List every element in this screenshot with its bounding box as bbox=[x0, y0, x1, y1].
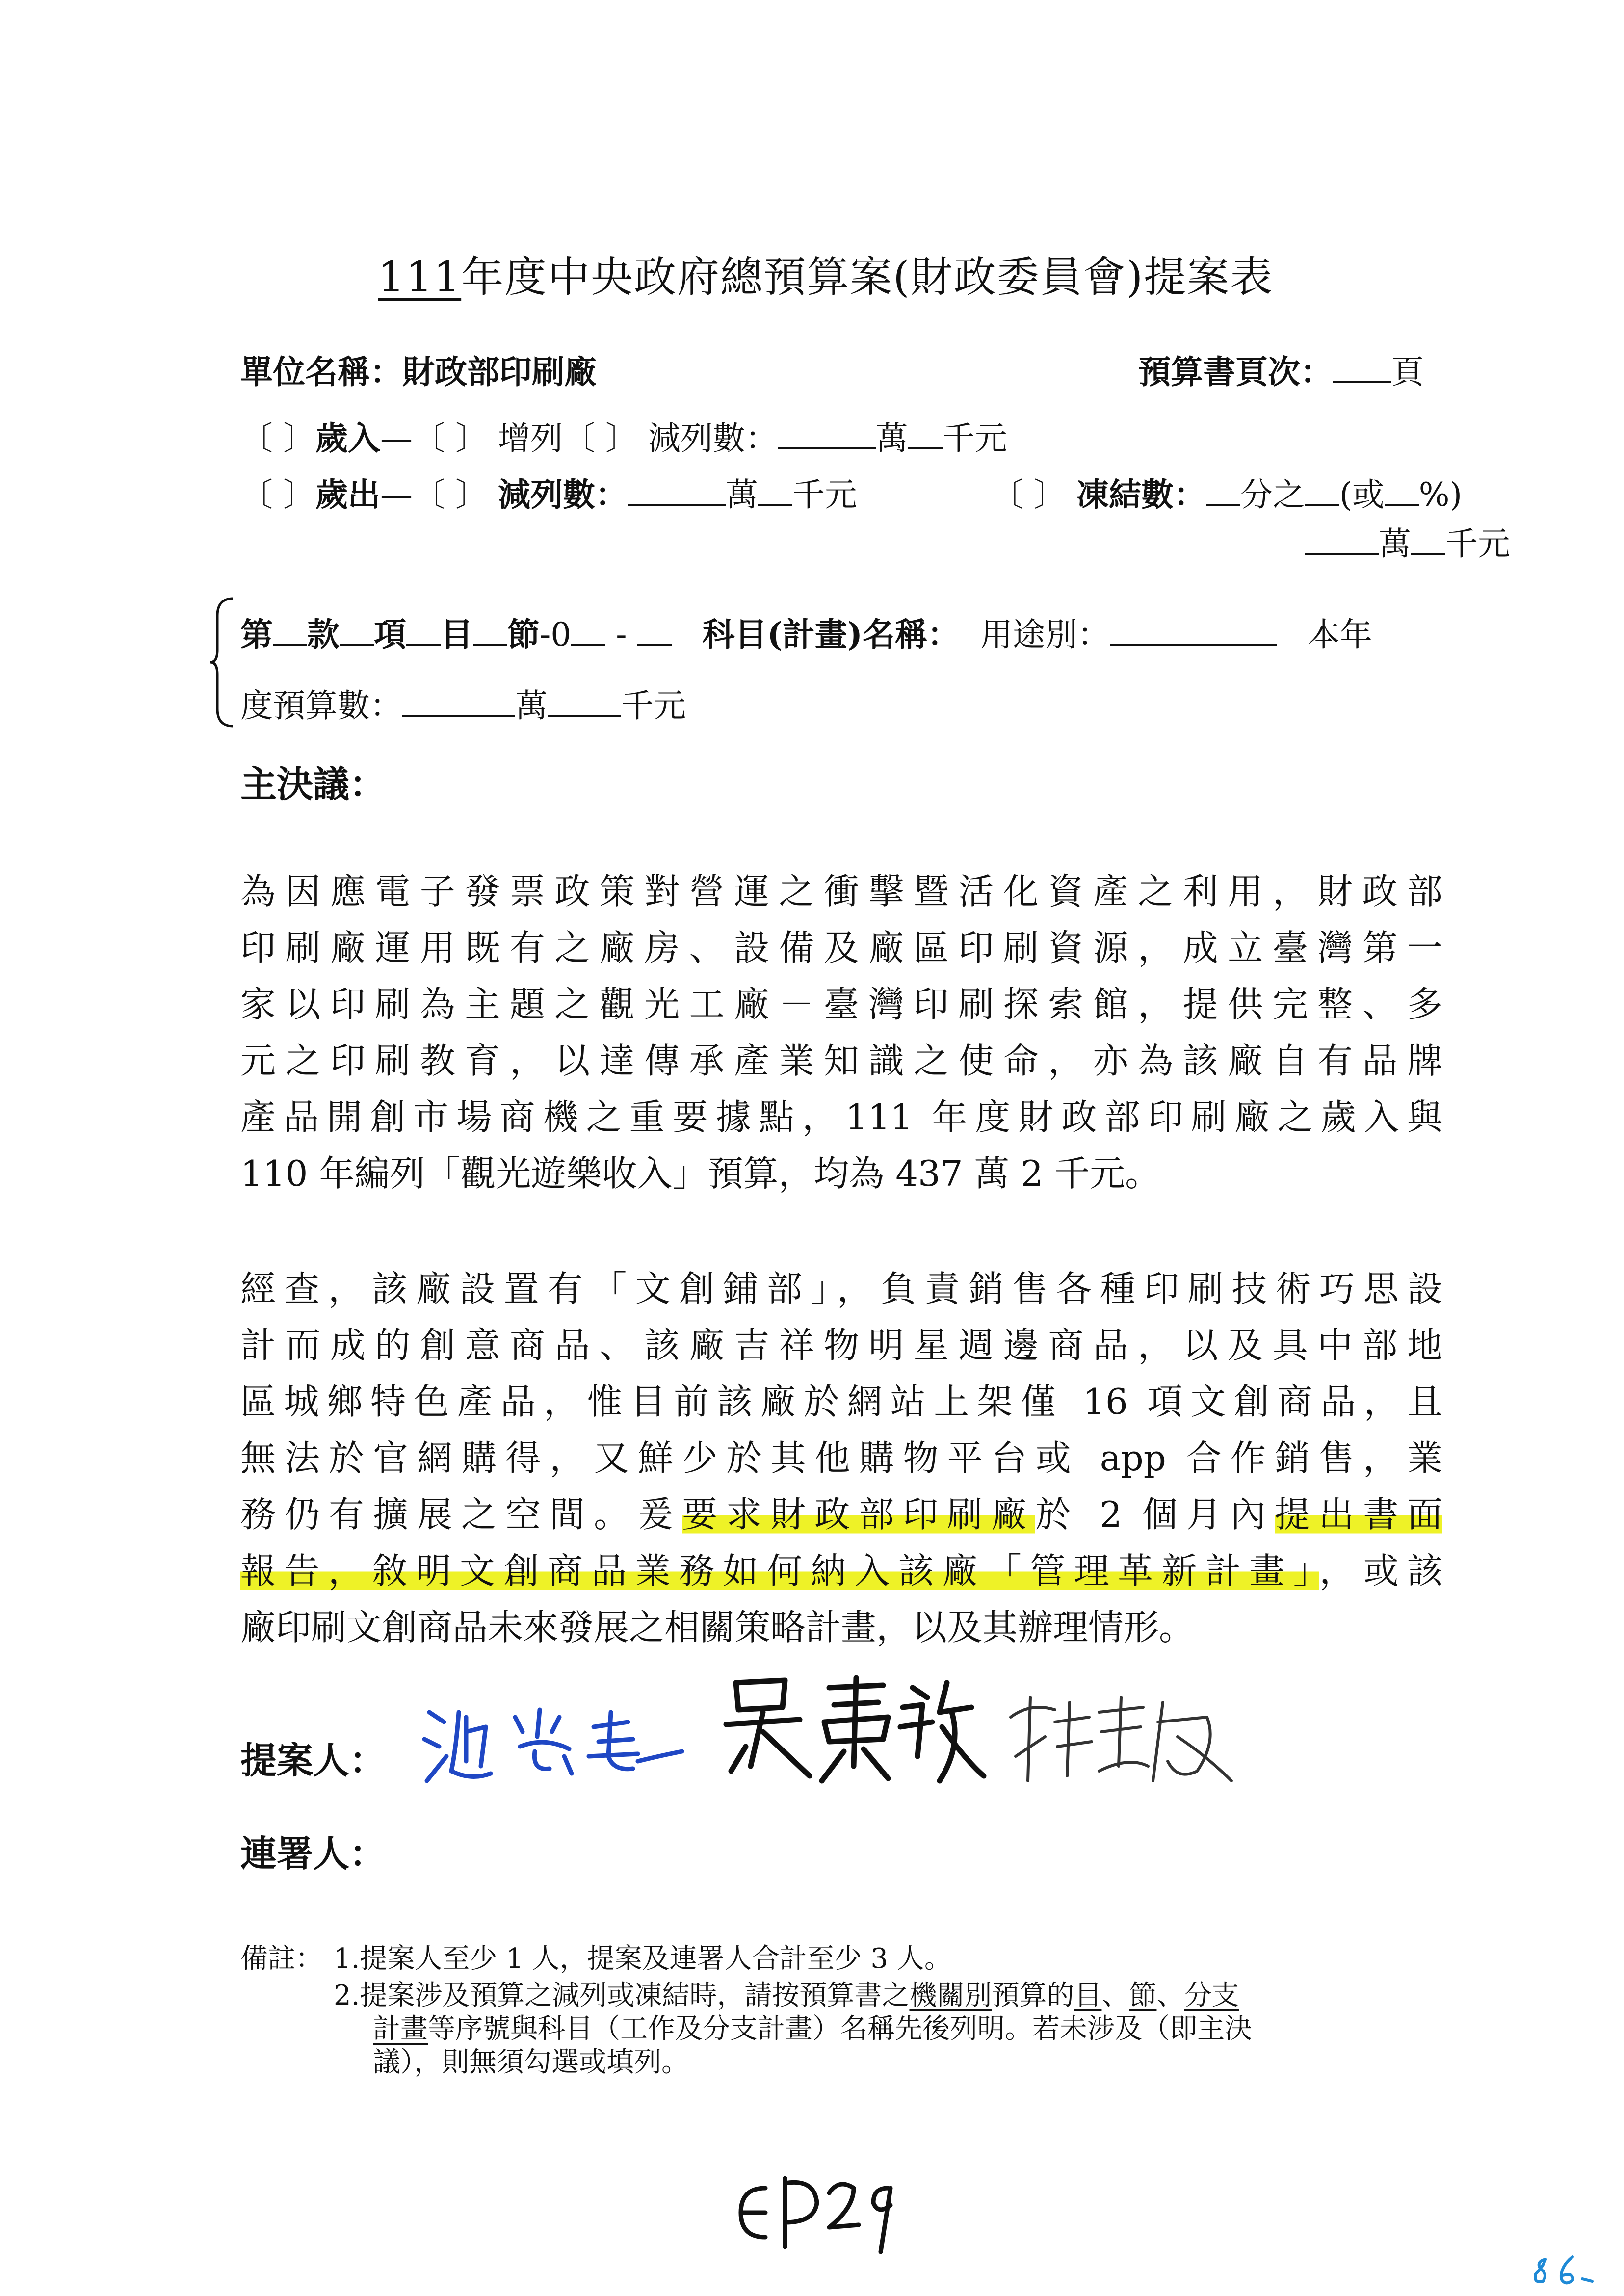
paragraph-2-line: 經查，該廠設置有「文創鋪部」，負責銷售各種印刷技術巧思設 bbox=[240, 1268, 1442, 1309]
page-title bbox=[378, 243, 1273, 304]
increase-label: 增列 bbox=[498, 419, 563, 457]
main-resolution-label: 主決議： bbox=[240, 763, 386, 806]
page-ref-label: 預算書頁次： bbox=[1138, 353, 1333, 391]
freeze-amount-line bbox=[1305, 518, 1510, 564]
freeze-wan-blank[interactable] bbox=[1305, 527, 1379, 555]
jie-blank[interactable] bbox=[473, 618, 507, 646]
note-2-b: 機關別 bbox=[909, 1980, 992, 2011]
freeze-wan: 萬 bbox=[1379, 525, 1411, 563]
budget-qian: 千元 bbox=[621, 687, 686, 725]
note-2-h: 分支 bbox=[1184, 1980, 1239, 2011]
signature-black-1 bbox=[716, 1668, 991, 1796]
item-xiang: 項 bbox=[374, 615, 406, 653]
revenue-qian-blank[interactable] bbox=[908, 422, 943, 449]
revenue-qian: 千元 bbox=[942, 419, 1007, 457]
item-kuan: 款 bbox=[307, 615, 340, 653]
expense-label: 歲出 bbox=[315, 475, 380, 514]
highlight-1: 要求財政部印刷廠 bbox=[682, 1494, 1036, 1535]
paragraph-2 bbox=[240, 1261, 1442, 1656]
item-zero: -0 bbox=[540, 616, 572, 653]
paragraph-1-line: 為因應電子發票政策對營運之衝擊暨活化資產之利用，財政部 bbox=[240, 871, 1442, 912]
paragraph-1-line: 110 年編列「觀光遊樂收入」預算，均為 437 萬 2 千元。 bbox=[240, 1153, 1161, 1194]
title-text: 年度中央政府總預算案(財政委員會)提案表 bbox=[461, 253, 1274, 302]
unit-line bbox=[240, 346, 597, 392]
revenue-line bbox=[240, 412, 1007, 459]
paragraph-2-line-6 bbox=[240, 1543, 1442, 1599]
note-2-f: 節 bbox=[1129, 1980, 1157, 2011]
page-ref bbox=[1138, 346, 1424, 392]
title-year: 111 bbox=[378, 253, 462, 302]
expense-wan-blank[interactable] bbox=[628, 478, 726, 506]
freeze-fen: 分之 bbox=[1240, 476, 1305, 514]
expense-decrease-label: 減列數： bbox=[498, 475, 628, 514]
note-2-line2-b: 等序號與科目（工作及分支計畫）名稱先後列明。若未涉及（即主決 bbox=[428, 2013, 1252, 2045]
note-2-d: 目 bbox=[1074, 1980, 1102, 2011]
budget-wan: 萬 bbox=[515, 687, 548, 725]
paragraph-2-line: 無法於官網購得，又鮮少於其他購物平台或 app 合作銷售，業 bbox=[240, 1437, 1442, 1479]
freeze-qian: 千元 bbox=[1445, 525, 1510, 563]
unit-label: 單位名稱： bbox=[240, 353, 402, 391]
left-brace bbox=[209, 596, 238, 729]
revenue-checkbox[interactable]: 〔 〕 bbox=[240, 419, 315, 457]
page-ref-unit: 頁 bbox=[1391, 353, 1424, 391]
highlight-2: 提出書面 bbox=[1274, 1494, 1442, 1535]
budget-wan-blank[interactable] bbox=[402, 689, 515, 717]
budget-line bbox=[240, 679, 686, 726]
paragraph-2-line-5 bbox=[240, 1487, 1442, 1543]
freeze-den-blank[interactable] bbox=[1305, 478, 1339, 506]
paragraph-2-line: 計而成的創意商品、該廠吉祥物明星週邊商品，以及具中部地 bbox=[240, 1325, 1442, 1366]
page-ref-blank[interactable] bbox=[1333, 356, 1391, 383]
line5-a: 務仍有擴展之空間。爰 bbox=[240, 1494, 682, 1535]
expense-qian: 千元 bbox=[792, 476, 857, 514]
revenue-label: 歲入 bbox=[315, 419, 380, 457]
freeze-num-blank[interactable] bbox=[1206, 478, 1240, 506]
expense-line bbox=[240, 469, 857, 515]
budget-label: 度預算數： bbox=[240, 687, 402, 725]
freeze-pct: %) bbox=[1418, 476, 1463, 514]
expense-qian-blank[interactable] bbox=[758, 478, 792, 506]
sub1-blank[interactable] bbox=[571, 618, 605, 646]
note-2 bbox=[334, 1980, 1239, 2012]
revenue-dash: — bbox=[380, 419, 413, 457]
expense-checkbox[interactable]: 〔 〕 bbox=[240, 476, 315, 514]
paragraph-1 bbox=[240, 863, 1442, 1202]
freeze-or: (或 bbox=[1339, 476, 1385, 514]
freeze-line bbox=[991, 469, 1462, 515]
sub2-blank[interactable] bbox=[637, 618, 672, 646]
note-2-line-3: 議），則無須勾選或填列。 bbox=[373, 2046, 689, 2078]
freeze-qian-blank[interactable] bbox=[1411, 527, 1445, 555]
paragraph-1-line: 元之印刷教育，以達傳承產業知識之使命，亦為該廠自有品牌 bbox=[240, 1040, 1442, 1081]
expense-dash: — bbox=[380, 476, 413, 514]
this-year: 本年 bbox=[1307, 616, 1372, 653]
note-2-e: 、 bbox=[1101, 1980, 1129, 2011]
freeze-checkbox[interactable]: 〔 〕 bbox=[991, 476, 1066, 514]
decrease-checkbox[interactable]: 〔 〕 bbox=[562, 419, 638, 457]
unit-value: 財政部印刷廠 bbox=[402, 353, 597, 391]
expense-decrease-checkbox[interactable]: 〔 〕 bbox=[412, 476, 488, 514]
increase-checkbox[interactable]: 〔 〕 bbox=[412, 419, 488, 457]
item-dash: - bbox=[616, 616, 627, 653]
paragraph-1-line: 家以印刷為主題之觀光工廠－臺灣印刷探索館，提供完整、多 bbox=[240, 984, 1442, 1025]
kuan-blank[interactable] bbox=[273, 618, 307, 646]
use-label: 用途別： bbox=[980, 616, 1110, 653]
paragraph-1-line: 產品開創市場商機之重要據點，111 年度財政部印刷廠之歲入與 bbox=[240, 1096, 1442, 1138]
line6-b: ，或該 bbox=[1319, 1550, 1442, 1592]
notes-label: 備註： bbox=[240, 1943, 323, 1975]
cosigner-label: 連署人： bbox=[240, 1833, 386, 1875]
note-2-a: 2.提案涉及預算之減列或凍結時，請按預算書之 bbox=[334, 1980, 910, 2011]
proposer-label: 提案人： bbox=[240, 1740, 386, 1782]
page-number-mark bbox=[1531, 2252, 1599, 2291]
freeze-pct-blank[interactable] bbox=[1385, 478, 1419, 506]
paragraph-2-line-7: 廠印刷文創商品未來發展之相關策略計畫，以及其辦理情形。 bbox=[240, 1607, 1195, 1648]
item-name-label: 科目(計畫)名稱： bbox=[702, 615, 960, 653]
use-blank[interactable] bbox=[1110, 618, 1277, 646]
decrease-label: 減列數： bbox=[648, 419, 778, 457]
note-2-line-2 bbox=[373, 2013, 1252, 2045]
note-1: 1.提案人至少 1 人，提案及連署人合計至少 3 人。 bbox=[334, 1943, 952, 1975]
budget-qian-blank[interactable] bbox=[548, 689, 621, 717]
paragraph-1-line: 印刷廠運用既有之廠房、設備及廠區印刷資源，成立臺灣第一 bbox=[240, 927, 1442, 968]
highlight-3: 報告，敘明文創商品業務如何納入該廠「管理革新計畫」 bbox=[240, 1550, 1320, 1592]
signature-blue bbox=[417, 1683, 692, 1796]
signature-black-2 bbox=[1001, 1683, 1276, 1791]
item-di: 第 bbox=[240, 615, 273, 653]
paragraph-2-line: 區城鄉特色產品，惟目前該廠於網站上架僅 16 項文創商品，且 bbox=[240, 1381, 1442, 1422]
handwritten-mark bbox=[731, 2159, 917, 2262]
line5-c: 於 2 個月內 bbox=[1035, 1494, 1275, 1535]
item-jie: 節 bbox=[507, 615, 540, 653]
xiang-blank[interactable] bbox=[340, 618, 374, 646]
revenue-wan-blank[interactable] bbox=[778, 422, 876, 449]
expense-wan: 萬 bbox=[725, 476, 758, 514]
item-mu: 目 bbox=[441, 615, 473, 653]
note-2-line2-a: 計畫 bbox=[373, 2013, 428, 2045]
note-2-g: 、 bbox=[1156, 1980, 1184, 2011]
freeze-label: 凍結數： bbox=[1076, 475, 1206, 514]
revenue-wan: 萬 bbox=[875, 419, 908, 457]
mu-blank[interactable] bbox=[406, 618, 441, 646]
item-line bbox=[240, 608, 1372, 655]
note-2-c: 預算的 bbox=[992, 1980, 1074, 2011]
